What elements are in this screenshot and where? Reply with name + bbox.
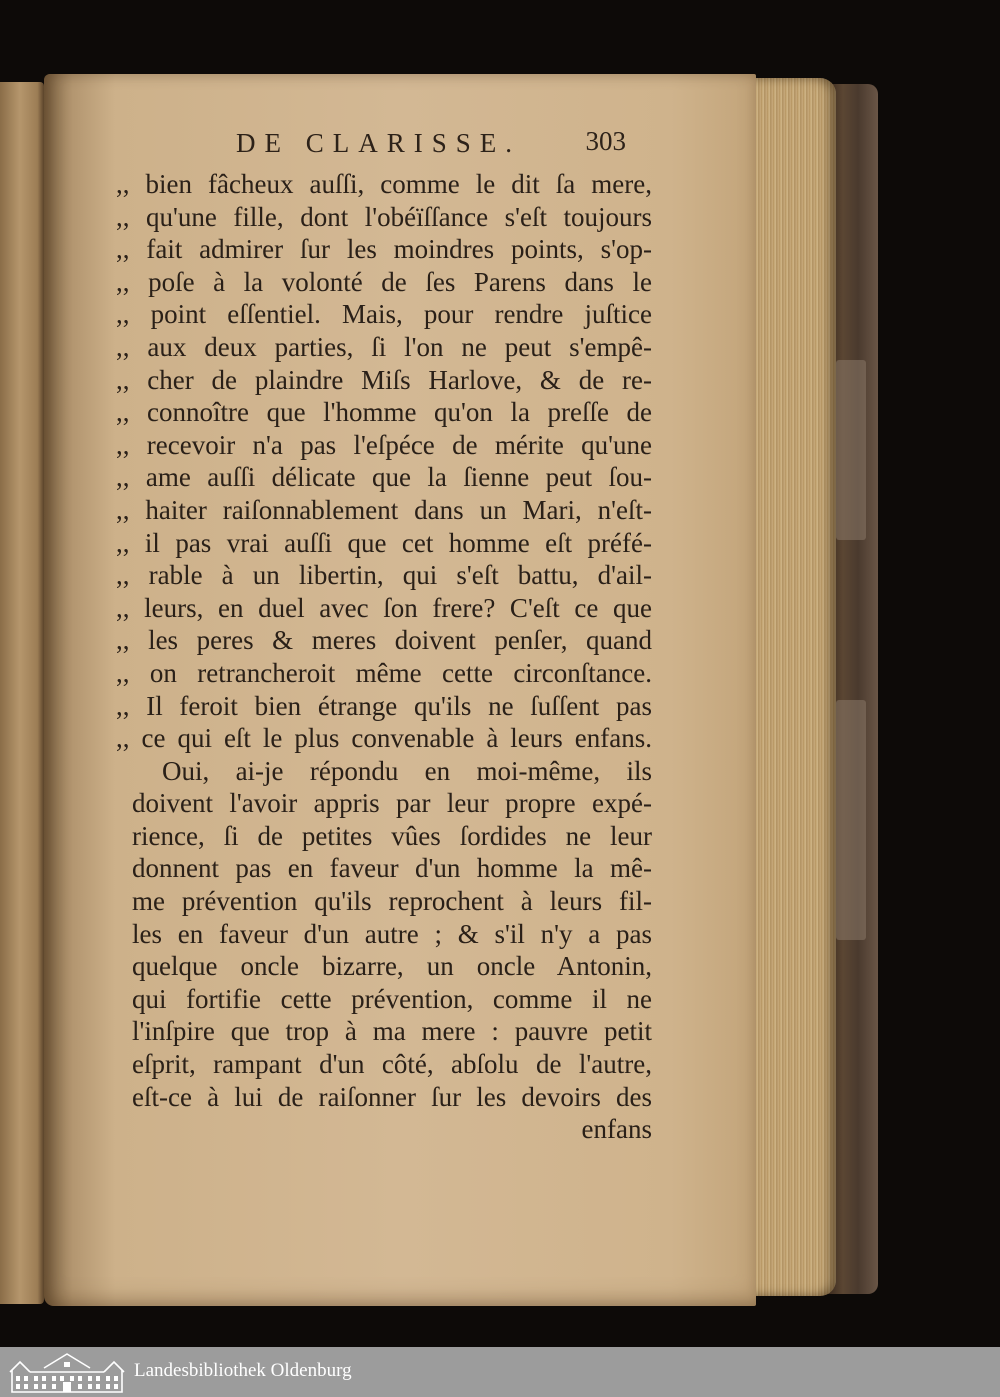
text-line: quelque oncle bizarre, un oncle Antonin, <box>132 951 652 982</box>
library-building-icon <box>8 1350 126 1394</box>
text-line: ,, les peres & meres doivent penſer, quand <box>116 625 652 656</box>
page-number: 303 <box>585 126 626 156</box>
text-line: eſt-ce à lui de raiſonner ſur les devoirs des <box>132 1081 652 1112</box>
text-line: rience, ſi de petites vûes ſordides ne leur <box>132 820 652 851</box>
text-line: ,, ce qui eſt le plus convenable à leurs enfans. <box>116 723 652 754</box>
running-title: DE CLARISSE. <box>236 128 522 158</box>
text-line: ,, aux deux parties, ſi l'on ne peut s'empê- <box>116 331 652 362</box>
text-line: ,, cher de plaindre Miſs Harlove, & de re- <box>116 364 652 395</box>
text-line: Oui, ai-je répondu en moi-même, ils <box>162 755 652 786</box>
text-line: ,, connoître que l'homme qu'on la preſſe de <box>116 397 652 428</box>
text-line: ,, recevoir n'a pas l'eſpéce de mérite qu'une <box>116 429 652 460</box>
text-line: ,, fait admirer ſur les moindres points, s'op- <box>116 234 652 265</box>
text-line: ,, point eſſentiel. Mais, pour rendre juſtice <box>116 299 652 330</box>
text-line: ,, haiter raiſonnablement dans un Mari, n'eſt- <box>116 494 652 525</box>
text-line: ,, qu'une fille, dont l'obéïſſance s'eſt toujours <box>116 201 652 232</box>
footer-library-name[interactable]: Landesbibliothek Oldenburg <box>134 1360 352 1381</box>
text-line: ,, il pas vrai auſſi que cet homme eſt préfé- <box>116 527 652 558</box>
page-block-edges <box>748 78 836 1296</box>
text-line: ,, bien fâcheux auſſi, comme le dit ſa mere, <box>116 169 652 199</box>
page-header <box>236 128 636 164</box>
text-line: me prévention qu'ils reprochent à leurs fil- <box>132 886 652 917</box>
footer-bar <box>0 1347 1000 1397</box>
text-line: donnent pas en faveur d'un homme la mê- <box>132 853 652 884</box>
text-line: doivent l'avoir appris par leur propre expé- <box>132 788 652 819</box>
text-line: ,, ame auſſi délicate que la ſienne peut ſou- <box>116 462 652 493</box>
catchword: enfans <box>581 1114 652 1145</box>
text-line: qui fortifie cette prévention, comme il ne <box>132 983 652 1014</box>
text-line: ,, rable à un libertin, qui s'eſt battu, d'ail- <box>116 560 652 591</box>
text-line: l'inſpire que trop à ma mere : pauvre petit <box>132 1016 652 1047</box>
cover-wear-mark <box>836 700 866 940</box>
text-line: ,, Il feroit bien étrange qu'ils ne ſuſſent pas <box>116 690 652 721</box>
text-line: ,, leurs, en duel avec ſon frere? C'eſt ce que <box>116 592 652 623</box>
text-line: eſprit, rampant d'un côté, abſolu de l'autre, <box>132 1049 652 1080</box>
facing-page-edge <box>0 82 44 1304</box>
page-body-text <box>116 168 652 1146</box>
text-line: ,, poſe à la volonté de ſes Parens dans le <box>116 266 652 297</box>
text-line: les en faveur d'un autre ; & s'il n'y a pas <box>132 918 652 949</box>
cover-wear-mark <box>836 360 866 540</box>
text-line: ,, on retrancheroit même cette circonſtance. <box>116 657 652 688</box>
